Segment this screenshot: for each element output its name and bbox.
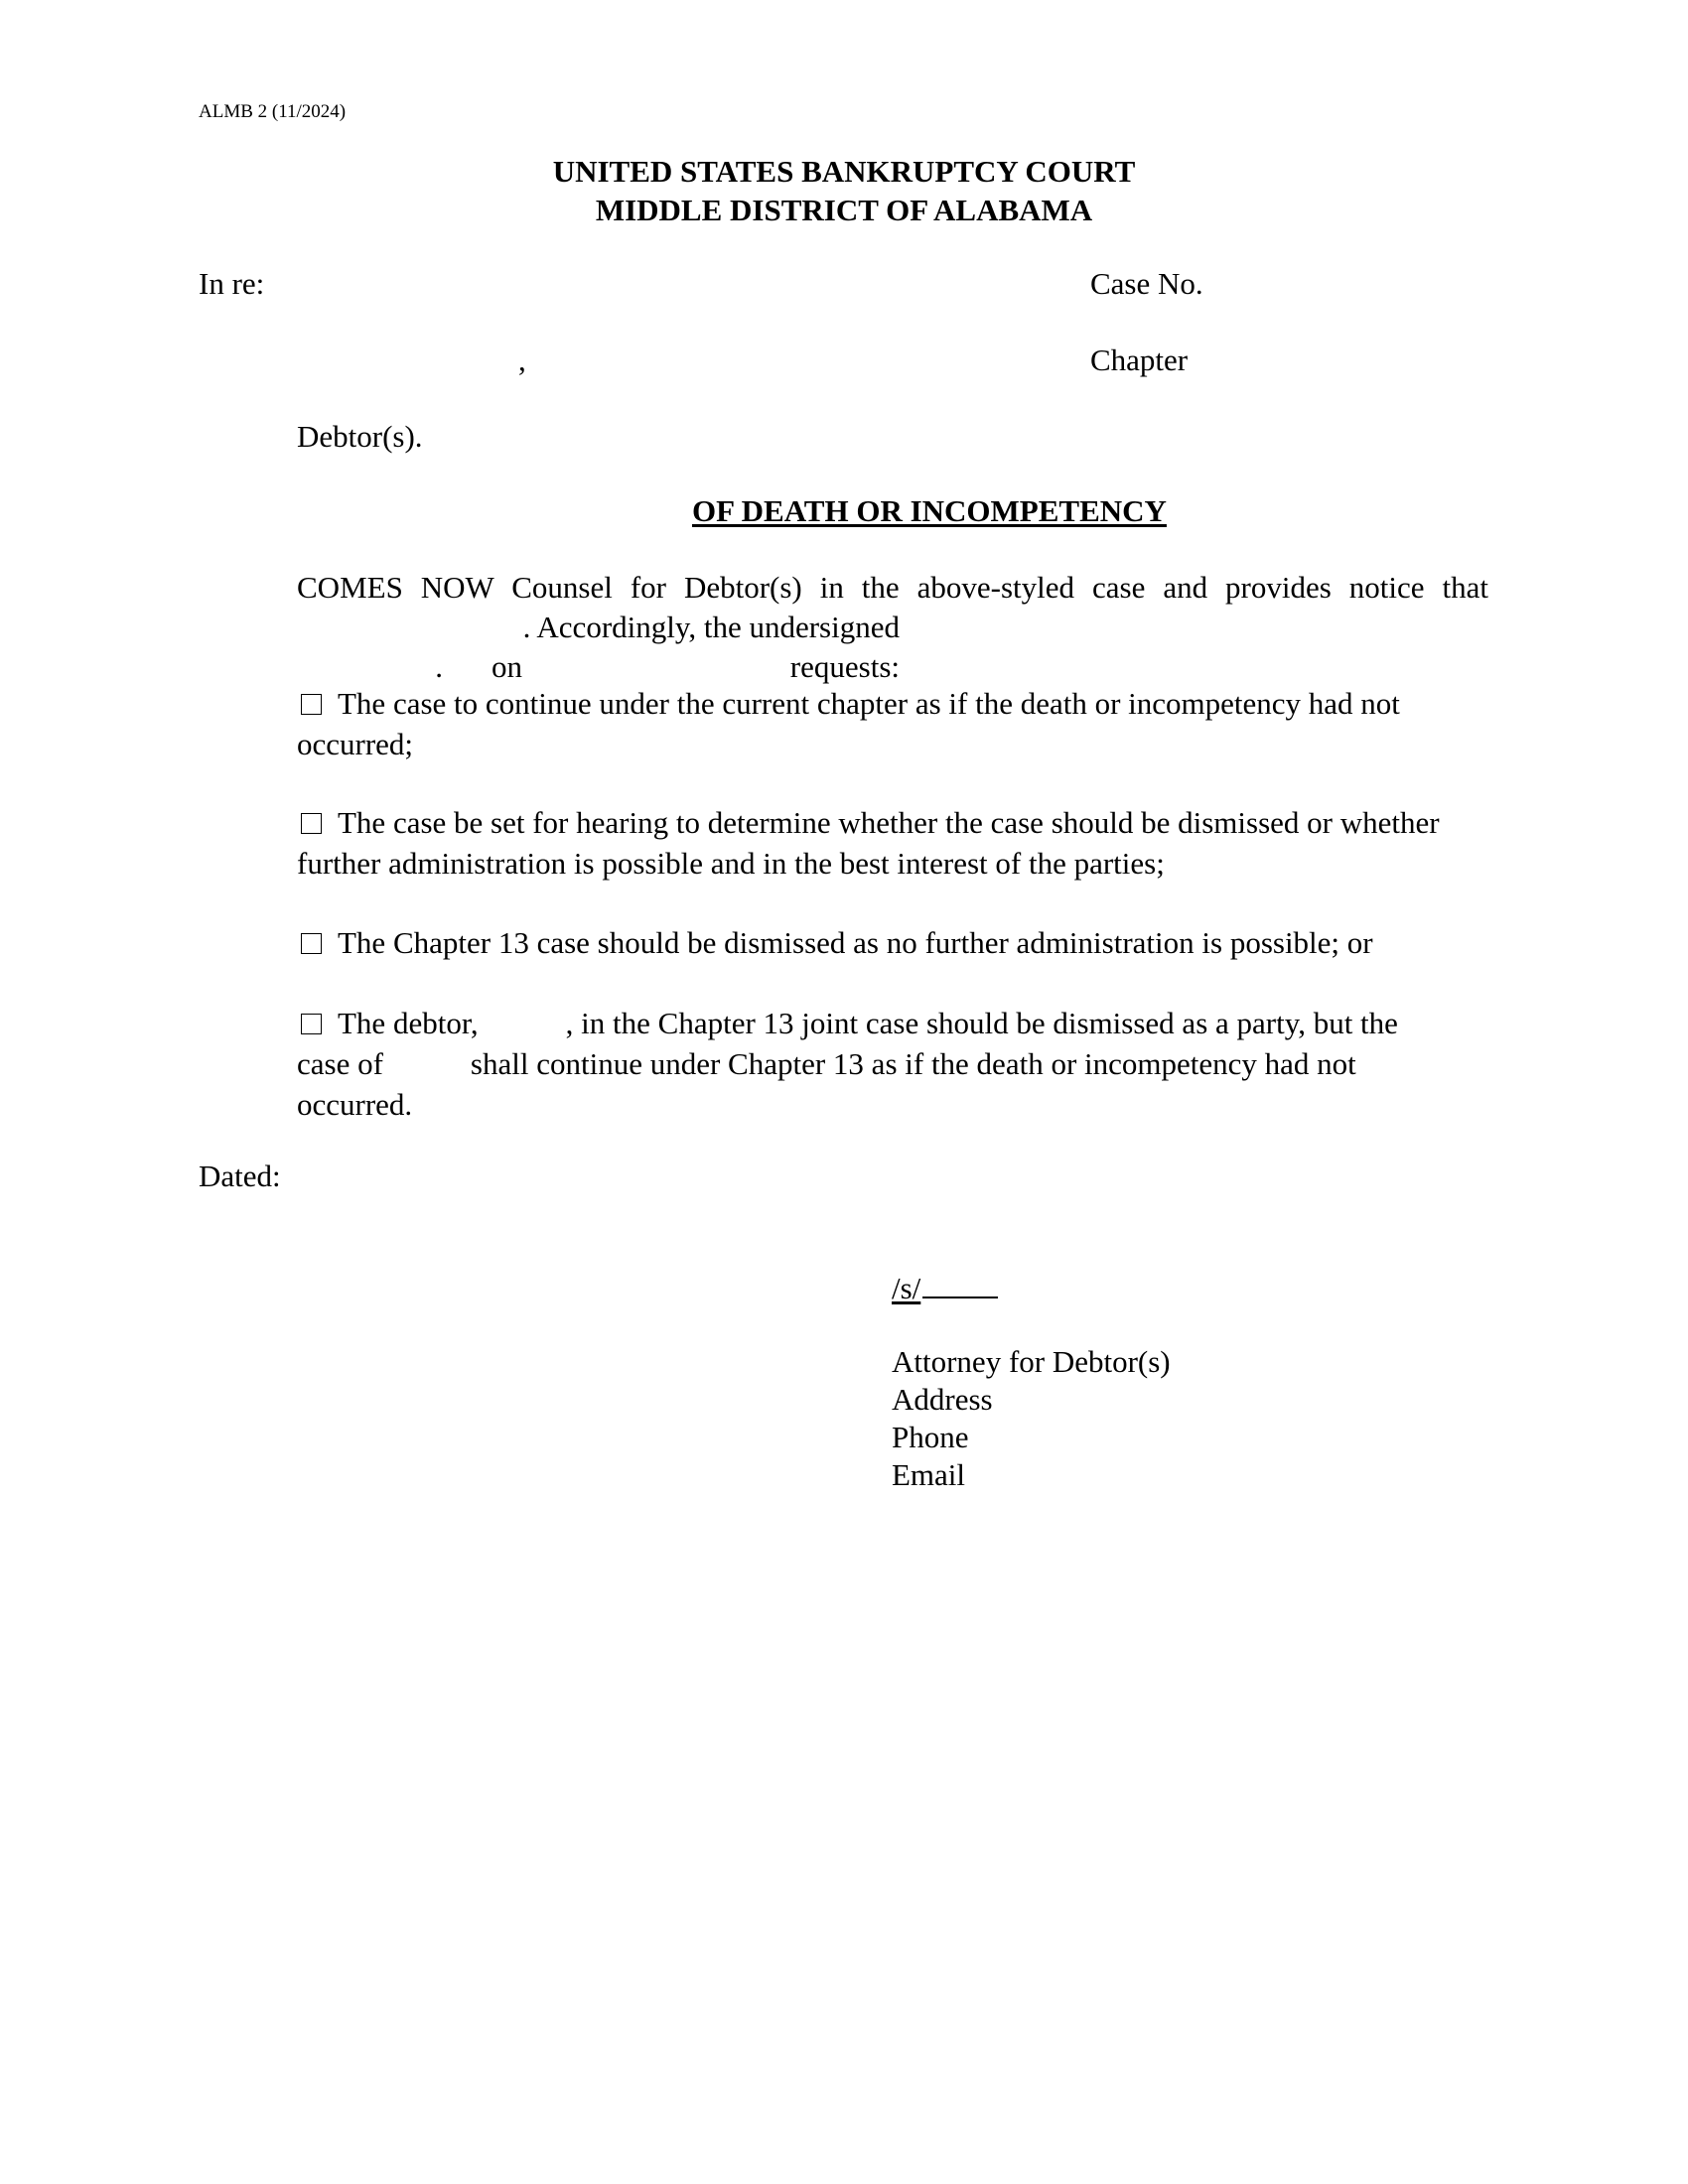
option-text-part2: , in the Chapter 13 joint case should be dismissed as a party, but the	[565, 1006, 1398, 1040]
in-re-label: In re:	[199, 266, 265, 301]
option-set-hearing	[297, 802, 1488, 884]
debtor-name-comma: ,	[518, 342, 526, 377]
option-text: The case be set for hearing to determine whether the case should be dismissed or whether further administration is possible and in the best interest of the parties;	[297, 805, 1440, 881]
intro-dot: .	[435, 649, 443, 684]
debtors-label: Debtor(s).	[297, 419, 423, 454]
signature-prefix: /s/	[892, 1271, 921, 1305]
option-dismiss-joint-debtor	[297, 1003, 1488, 1125]
option-text-part3: case of	[297, 1046, 383, 1081]
attorney-phone: Phone	[892, 1420, 969, 1454]
form-identifier: ALMB 2 (11/2024)	[199, 101, 347, 122]
signature-line[interactable]	[892, 1271, 998, 1306]
attorney-address: Address	[892, 1382, 993, 1417]
option-continue-case	[297, 683, 1488, 764]
intro-paragraph-line1: COMES NOW Counsel for Debtor(s) in the above-styled case and provides notice that	[297, 570, 1488, 605]
signature-blank	[922, 1271, 998, 1298]
intro-accordingly: . Accordingly, the undersigned requests:	[522, 610, 900, 684]
case-number-label: Case No.	[1090, 266, 1203, 301]
intro-paragraph-line2	[297, 608, 1493, 687]
document-title: OF DEATH OR INCOMPETENCY	[692, 493, 1167, 528]
set-hearing-checkbox[interactable]	[301, 813, 322, 834]
option-text-part1: The debtor,	[338, 1006, 479, 1040]
option-text: The case to continue under the current chapter as if the death or incompetency had not occurred;	[297, 686, 1400, 761]
option-text: The Chapter 13 case should be dismissed as no further administration is possible; or	[338, 925, 1373, 960]
option-dismiss-case	[297, 922, 1488, 963]
attorney-title: Attorney for Debtor(s)	[892, 1344, 1171, 1379]
option-text-part4: shall continue under Chapter 13 as if the death or incompetency had not	[470, 1046, 1356, 1081]
dated-label: Dated:	[199, 1159, 281, 1193]
court-name: UNITED STATES BANKRUPTCY COURT	[552, 154, 1136, 189]
intro-on: on	[492, 649, 522, 684]
dismiss-case-checkbox[interactable]	[301, 933, 322, 954]
continue-case-checkbox[interactable]	[301, 694, 322, 715]
attorney-email: Email	[892, 1457, 966, 1492]
chapter-label: Chapter	[1090, 342, 1189, 377]
option-text-part5: occurred.	[297, 1087, 413, 1122]
court-district: MIDDLE DISTRICT OF ALABAMA	[595, 193, 1093, 227]
dismiss-joint-debtor-checkbox[interactable]	[301, 1014, 322, 1034]
attorney-block	[892, 1343, 1171, 1494]
